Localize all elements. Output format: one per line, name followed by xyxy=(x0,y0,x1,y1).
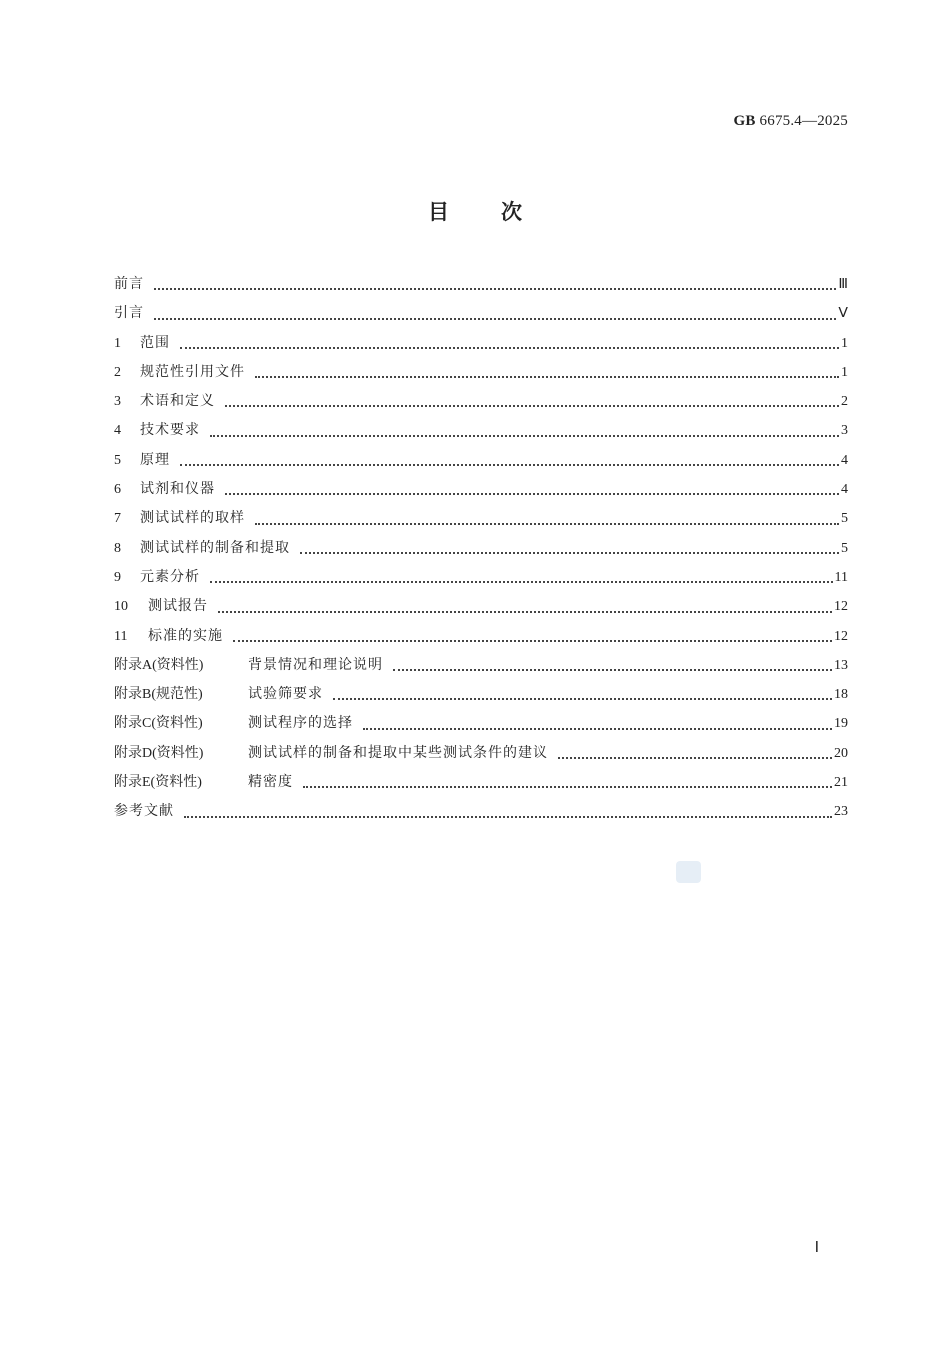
toc-entry-10[interactable] xyxy=(114,592,848,621)
toc-leader-dots xyxy=(255,523,839,525)
toc-entry-appendix-a[interactable] xyxy=(114,651,848,680)
toc-leader-dots xyxy=(154,318,836,320)
toc-leader-dots xyxy=(225,405,839,407)
toc-entry-label: 规范性引用文件 xyxy=(140,363,245,380)
table-of-contents xyxy=(114,270,848,827)
toc-entry-label: 术语和定义 xyxy=(140,393,215,410)
standard-code xyxy=(733,113,848,130)
toc-leader-dots xyxy=(180,464,839,466)
toc-leader-dots xyxy=(218,611,832,613)
toc-entry-page: 20 xyxy=(834,745,848,761)
toc-leader-dots xyxy=(233,640,832,642)
toc-entry-number: 2 xyxy=(114,364,121,380)
toc-leader-dots xyxy=(333,698,832,700)
toc-title: 目次 xyxy=(428,200,574,224)
watermark-logo xyxy=(676,861,701,883)
toc-entry-foreword[interactable] xyxy=(114,270,848,299)
toc-entry-page: 4 xyxy=(841,452,848,468)
toc-entry-label: 范围 xyxy=(140,334,170,351)
toc-entry-5[interactable] xyxy=(114,446,848,475)
toc-entry-number: 附录C(资料性) xyxy=(114,716,203,732)
toc-entry-number: 9 xyxy=(114,569,121,585)
toc-leader-dots xyxy=(154,288,836,290)
toc-entry-number: 1 xyxy=(114,335,121,351)
toc-entry-label: 试剂和仪器 xyxy=(140,481,215,498)
page-number: Ⅰ xyxy=(814,1240,819,1256)
toc-entry-number: 附录B(规范性) xyxy=(114,687,203,703)
toc-entry-page: Ⅲ xyxy=(838,277,848,292)
toc-entry-label: 背景情况和理论说明 xyxy=(248,656,383,673)
toc-entry-label: 测试试样的制备和提取 xyxy=(140,539,290,556)
toc-entry-label: 精密度 xyxy=(248,774,293,791)
toc-entry-number: 3 xyxy=(114,394,121,410)
toc-leader-dots xyxy=(303,786,832,788)
toc-entry-page: 19 xyxy=(834,716,848,732)
toc-entry-9[interactable] xyxy=(114,563,848,592)
standard-prefix: GB xyxy=(733,113,756,129)
toc-entry-page: 13 xyxy=(834,657,848,673)
toc-entry-label: 技术要求 xyxy=(140,422,200,439)
toc-entry-4[interactable] xyxy=(114,416,848,445)
toc-entry-page: 5 xyxy=(841,540,848,556)
toc-entry-number: 5 xyxy=(114,452,121,468)
toc-entry-page: 2 xyxy=(841,394,848,410)
toc-entry-2[interactable] xyxy=(114,358,848,387)
toc-entry-appendix-e[interactable] xyxy=(114,768,848,797)
toc-entry-page: 12 xyxy=(834,628,848,644)
toc-leader-dots xyxy=(255,376,839,378)
toc-entry-6[interactable] xyxy=(114,475,848,504)
toc-entry-label: 参考文献 xyxy=(114,803,174,820)
toc-leader-dots xyxy=(184,816,832,818)
toc-entry-label: 测试程序的选择 xyxy=(248,715,353,732)
toc-entry-page: 11 xyxy=(834,569,848,585)
toc-entry-page: 23 xyxy=(834,804,848,820)
toc-entry-page: 18 xyxy=(834,687,848,703)
toc-entry-label: 元素分析 xyxy=(140,568,200,585)
toc-leader-dots xyxy=(393,669,832,671)
toc-leader-dots xyxy=(210,581,833,583)
toc-leader-dots xyxy=(210,435,839,437)
toc-entry-references[interactable] xyxy=(114,797,848,826)
toc-leader-dots xyxy=(558,757,832,759)
toc-entry-introduction[interactable] xyxy=(114,299,848,328)
toc-entry-number: 11 xyxy=(114,628,128,644)
toc-entry-page: 1 xyxy=(841,335,848,351)
toc-entry-appendix-c[interactable] xyxy=(114,709,848,738)
toc-entry-label: 测试试样的取样 xyxy=(140,510,245,527)
toc-entry-appendix-d[interactable] xyxy=(114,739,848,768)
toc-entry-number: 4 xyxy=(114,423,121,439)
toc-entry-label: 原理 xyxy=(140,451,170,468)
toc-leader-dots xyxy=(225,493,839,495)
toc-entry-label: 测试报告 xyxy=(148,598,208,615)
toc-entry-label: 前言 xyxy=(114,276,144,292)
toc-leader-dots xyxy=(300,552,839,554)
toc-entry-page: 3 xyxy=(841,423,848,439)
toc-entry-3[interactable] xyxy=(114,387,848,416)
toc-entry-number: 6 xyxy=(114,482,121,498)
toc-entry-8[interactable] xyxy=(114,534,848,563)
toc-entry-11[interactable] xyxy=(114,622,848,651)
toc-entry-page: 21 xyxy=(834,775,848,791)
toc-entry-number: 附录E(资料性) xyxy=(114,775,202,791)
toc-entry-7[interactable] xyxy=(114,504,848,533)
toc-entry-number: 附录A(资料性) xyxy=(114,657,204,673)
toc-entry-page: 5 xyxy=(841,511,848,527)
toc-entry-page: 12 xyxy=(834,599,848,615)
toc-entry-number: 10 xyxy=(114,599,128,615)
standard-number: 6675.4—2025 xyxy=(759,113,848,129)
toc-entry-number: 7 xyxy=(114,511,121,527)
toc-entry-number: 附录D(资料性) xyxy=(114,745,204,761)
toc-entry-page: 1 xyxy=(841,364,848,380)
toc-entry-label: 试验筛要求 xyxy=(248,686,323,703)
toc-entry-page: Ⅴ xyxy=(838,306,848,322)
toc-entry-appendix-b[interactable] xyxy=(114,680,848,709)
toc-entry-page: 4 xyxy=(841,482,848,498)
toc-leader-dots xyxy=(180,347,839,349)
toc-entry-label: 测试试样的制备和提取中某些测试条件的建议 xyxy=(248,744,548,761)
toc-leader-dots xyxy=(363,728,832,730)
toc-entry-label: 标准的实施 xyxy=(148,627,223,644)
toc-entry-number: 8 xyxy=(114,540,121,556)
toc-entry-1[interactable] xyxy=(114,329,848,358)
toc-entry-label: 引言 xyxy=(114,305,144,322)
